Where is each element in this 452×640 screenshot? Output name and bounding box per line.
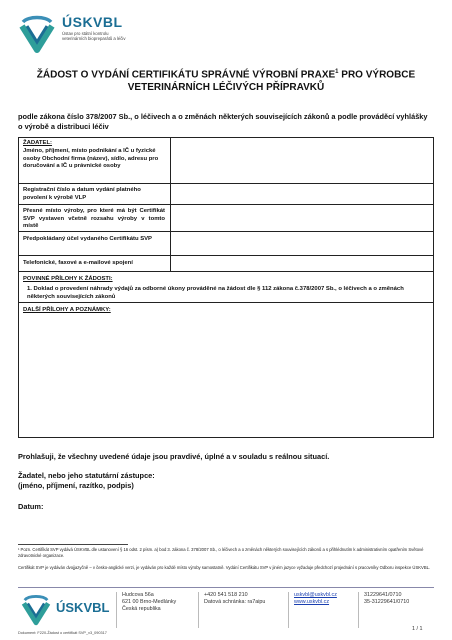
contact-value[interactable] <box>171 256 433 272</box>
location-value[interactable] <box>171 205 433 232</box>
contact-label: Telefonické, faxové a e-mailové spojení <box>23 260 133 266</box>
applicant-header: ŽADATEL: <box>23 140 53 146</box>
footer-separator <box>198 592 199 628</box>
footer-separator <box>116 592 117 628</box>
document-id: Dokument: F220-Žádost o certifikát SVP_v3_090317 <box>18 631 107 635</box>
title-line-1-end: PRO VÝROBCE <box>338 69 416 81</box>
page-title <box>18 66 434 94</box>
purpose-value[interactable] <box>171 232 433 256</box>
footer-contact <box>204 592 265 606</box>
page-number: 1 / 1 <box>412 626 423 632</box>
signatory-hint: (jméno, příjmení, razítko, podpis) <box>18 481 134 490</box>
footer-logo-icon <box>20 592 52 626</box>
footnote-mark: 1 <box>335 69 339 75</box>
logo-name: ÚSKVBL <box>62 14 123 30</box>
other-attachments-header: DALŠÍ PŘÍLOHY A POZNÁMKY: <box>23 307 111 313</box>
footer-phone: +420 541 518 210 <box>204 592 248 598</box>
footer-logo-name: ÚSKVBL <box>56 600 110 615</box>
header-logo <box>18 12 138 54</box>
address-line-3: Česká republika <box>122 606 161 613</box>
footer-accounts <box>364 592 409 606</box>
address-line-2: 621 00 Brno-Medlánky <box>122 599 177 606</box>
attachment-item-1: 1. Doklad o provedení náhrady výdajů za odborné úkony prováděné na žádost dle § 112 zákona č.378/2007 Sb., o léčivech a o změnách některých souvisejících zákonů <box>27 286 404 300</box>
uskvbl-logo-icon <box>18 12 56 54</box>
row-other-attachments[interactable] <box>19 303 433 437</box>
logo-subtitle: Ústav pro státní kontrolu veterinárních biopreparátů a léčiv <box>62 31 126 41</box>
date-label: Datum: <box>18 502 44 511</box>
registration-value[interactable] <box>171 184 433 205</box>
signatory-label: Žadatel, nebo jeho statutární zástupce: <box>18 471 155 480</box>
applicant-value[interactable] <box>171 138 433 184</box>
footnote-divider <box>18 544 128 545</box>
application-form <box>18 137 434 438</box>
account-2: 35-31229641/0710 <box>364 599 410 606</box>
footer-web-link[interactable]: www.uskvbl.cz <box>294 599 330 606</box>
footer-online <box>294 592 337 606</box>
applicant-label: Jméno, příjmení, místo podnikání a IČ u fyzické osoby Obchodní firma (název), sídlo, adresu pro doručování a IČ u právnické osoby <box>23 148 159 170</box>
footer-separator <box>288 592 289 628</box>
footer-email-link[interactable]: uskvbl@uskvbl.cz <box>294 592 337 598</box>
location-label: Přesné místo výroby, pro které má být Certifikát SVP vystaven včetně rozsahu výroby v tomto místě <box>23 208 165 230</box>
title-line-1: ŽÁDOST O VYDÁNÍ CERTIFIKÁTU SPRÁVNÉ VÝROBNÍ PRAXE <box>36 69 336 81</box>
title-line-2: VETERINÁRNÍCH LÉČIVÝCH PŘÍPRAVKŮ <box>127 82 325 94</box>
footnote-2: Certifikát SVP je vydáván dvojjazyčně – v česko-anglické verzi, je vydáván pro každé místo výroby samostatně. Vydání Certifikátu SVP v jiném jazyce vyžaduje předchozí projednání s pracovníky Odboru inspekce ÚSKVBL. <box>18 565 431 570</box>
footer-databox: Datová schránka: ra7aipu <box>204 599 266 606</box>
attachments-header: POVINNÉ PŘÍLOHY K ŽÁDOSTI: <box>23 276 113 282</box>
footnote-1: ¹ Pozn. Certifikát SVP vydává ÚSKVBL dle ustanovení § 16 odst. 2 písm. a) bod 3. zákona č. 378/2007 Sb., o léčivech a o změnách některých souvisejících zákonů a s přihlédnutím k administrativním opatřením Světové zdravotnické organizace. <box>18 547 424 558</box>
declaration-statement: Prohlašuji, že všechny uvedené údaje jsou pravdivé, úplné a v souladu s reálnou situací. <box>18 452 330 461</box>
footer-separator <box>358 592 359 628</box>
footer-divider <box>18 587 434 588</box>
footer-address <box>122 592 176 614</box>
account-1: 31229641/0710 <box>364 592 402 598</box>
purpose-label: Předpokládaný účel vydaného Certifikátu SVP <box>23 236 152 242</box>
address-line-1: Hudcova 56a <box>122 592 154 598</box>
registration-label: Registrační číslo a datum vydání platného povolení k výrobě VLP <box>23 187 141 201</box>
law-reference: podle zákona číslo 378/2007 Sb., o léčivech a o změnách některých souvisejících zákonů a podle prováděcí vyhlášky o výrobě a distribuci léčiv <box>18 112 428 131</box>
row-attachments <box>19 272 433 303</box>
